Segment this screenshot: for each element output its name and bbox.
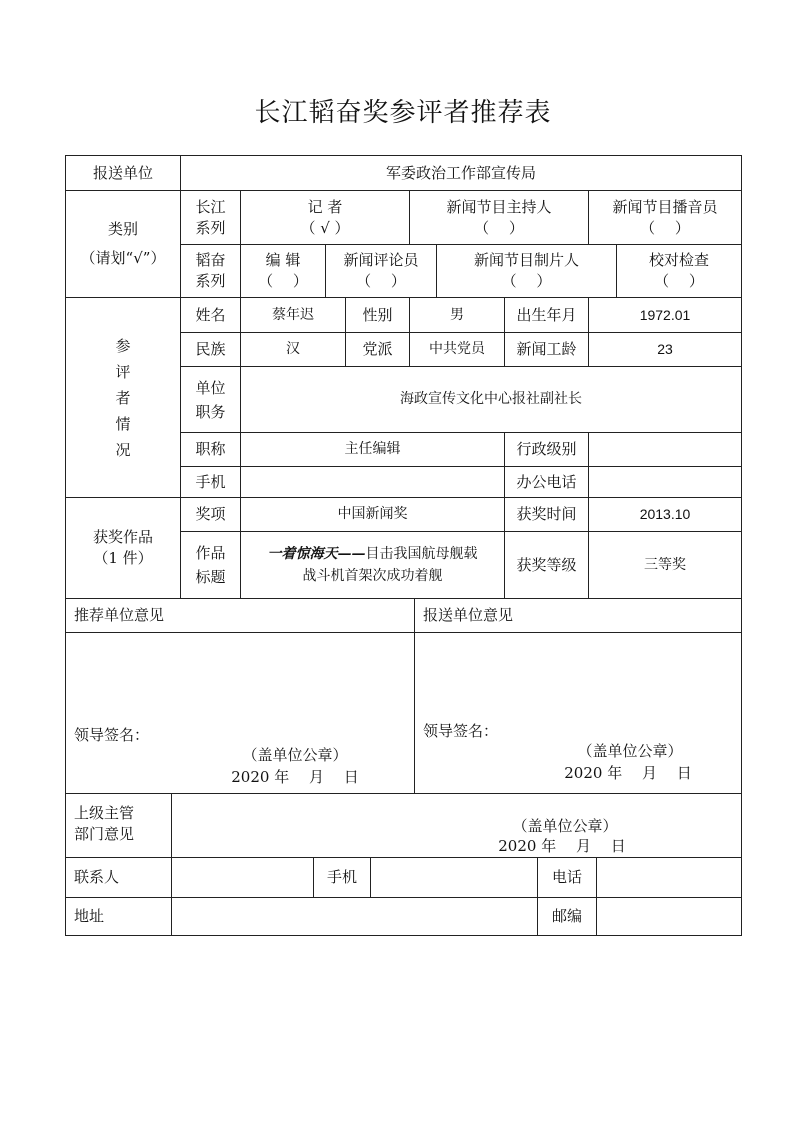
work-label-2: 标题 bbox=[195, 568, 226, 586]
taofen-label-2: 系列 bbox=[195, 272, 226, 290]
option-name: 新闻评论员 bbox=[343, 251, 419, 269]
work-title-line-2: 战斗机首架次成功着舰 bbox=[302, 568, 443, 584]
category-title: 类别 bbox=[107, 220, 138, 238]
award-grade-value: 三等奖 bbox=[644, 556, 686, 573]
submit-unit-value: 军委政治工作部宣传局 bbox=[385, 163, 536, 182]
address-value[interactable] bbox=[172, 898, 537, 935]
admin-level-value[interactable] bbox=[589, 433, 741, 466]
option-name: 记 者 bbox=[307, 197, 343, 216]
submit-date: 2020 年 月 日 bbox=[564, 763, 692, 782]
years-value: 23 bbox=[657, 341, 673, 357]
option-name: 校对检查 bbox=[648, 251, 709, 269]
changjiang-label-2: 系列 bbox=[195, 218, 226, 237]
work-title-line-1 bbox=[268, 543, 478, 565]
option-name: 新闻节目制片人 bbox=[473, 251, 579, 269]
unit-label-2: 职务 bbox=[195, 402, 226, 421]
recommend-seal: （盖单位公章） bbox=[242, 745, 348, 764]
changjiang-label-1: 长江 bbox=[195, 197, 226, 216]
submit-unit-label: 报送单位 bbox=[92, 163, 153, 182]
recommend-opinion-label: 推荐单位意见 bbox=[74, 606, 165, 624]
grid-line bbox=[65, 793, 742, 794]
page-title: 长江韬奋奖参评者推荐表 bbox=[254, 98, 552, 128]
title-label: 职称 bbox=[195, 440, 226, 458]
prize-label: 奖项 bbox=[195, 505, 226, 523]
section-char: 者 bbox=[115, 388, 131, 407]
superior-seal: （盖单位公章） bbox=[512, 816, 618, 835]
recommend-sign-label: 领导签名： bbox=[74, 725, 150, 744]
contact-person-value[interactable] bbox=[172, 858, 313, 897]
admin-level-label: 行政级别 bbox=[516, 440, 577, 458]
option-name: 编 辑 bbox=[265, 251, 301, 269]
award-time-label: 获奖时间 bbox=[516, 505, 577, 523]
zip-label: 邮编 bbox=[551, 907, 582, 925]
submit-opinion-area[interactable] bbox=[415, 633, 741, 713]
prize-value: 中国新闻奖 bbox=[337, 506, 408, 522]
option-producer[interactable] bbox=[437, 245, 616, 297]
party-value: 中共党员 bbox=[429, 341, 485, 357]
submit-opinion-label: 报送单位意见 bbox=[423, 606, 514, 624]
taofen-label-1: 韬奋 bbox=[195, 251, 226, 269]
award-label-1: 获奖作品 bbox=[92, 528, 153, 546]
ethnicity-label: 民族 bbox=[195, 340, 226, 358]
award-grade-label: 获奖等级 bbox=[516, 555, 577, 574]
contact-mobile-value[interactable] bbox=[371, 858, 537, 897]
birth-value: 1972.01 bbox=[639, 306, 691, 323]
section-char: 参 bbox=[115, 336, 131, 355]
work-title-bold: 一着惊海天—— bbox=[267, 546, 366, 562]
superior-label-2: 部门意见 bbox=[74, 825, 135, 843]
recommend-opinion-area[interactable] bbox=[66, 633, 414, 713]
category-hint: （请划“√”） bbox=[80, 249, 166, 267]
taofen-series-label bbox=[181, 245, 240, 297]
section-char: 况 bbox=[115, 440, 131, 459]
option-mark: （ ） bbox=[640, 218, 690, 237]
unit-position-label bbox=[181, 367, 240, 432]
option-mark: （ ） bbox=[356, 272, 406, 290]
award-label-2: （1 件） bbox=[93, 549, 153, 567]
option-mark: （ ） bbox=[654, 272, 704, 290]
grid-line bbox=[741, 155, 742, 936]
section-char: 情 bbox=[115, 414, 131, 433]
office-phone-value[interactable] bbox=[589, 467, 741, 497]
option-name: 新闻节目播音员 bbox=[612, 197, 718, 216]
recommend-date: 2020 年 月 日 bbox=[231, 767, 359, 786]
gender-label: 性别 bbox=[362, 305, 393, 324]
submit-sign-label: 领导签名： bbox=[423, 721, 499, 740]
award-time-value: 2013.10 bbox=[639, 506, 691, 522]
superior-label-1: 上级主管 bbox=[74, 804, 135, 822]
birth-label: 出生年月 bbox=[516, 305, 577, 324]
superior-date: 2020 年 月 日 bbox=[498, 836, 626, 855]
grid-line bbox=[65, 935, 742, 936]
contact-person-label: 联系人 bbox=[74, 868, 120, 886]
contact-mobile-label: 手机 bbox=[326, 868, 357, 886]
party-label: 党派 bbox=[362, 340, 393, 358]
unit-position-value: 海政宣传文化中心报社副社长 bbox=[400, 391, 582, 407]
work-title-value bbox=[241, 532, 504, 598]
option-mark: （ ） bbox=[258, 272, 308, 290]
work-title-label bbox=[181, 532, 240, 598]
option-announcer[interactable] bbox=[589, 191, 741, 244]
mobile-label: 手机 bbox=[195, 472, 226, 491]
option-mark: （ ） bbox=[501, 272, 552, 290]
section-char: 评 bbox=[115, 362, 131, 381]
zip-value[interactable] bbox=[597, 898, 741, 935]
name-value: 蔡年迟 bbox=[272, 306, 314, 323]
option-reporter[interactable] bbox=[241, 191, 409, 244]
submit-seal: （盖单位公章） bbox=[577, 741, 683, 760]
person-section-label bbox=[66, 298, 180, 497]
mobile-value[interactable] bbox=[241, 467, 504, 497]
contact-phone-value[interactable] bbox=[597, 858, 741, 897]
title-value: 主任编辑 bbox=[344, 441, 401, 457]
unit-label-1: 单位 bbox=[195, 378, 226, 397]
award-section-label bbox=[66, 498, 180, 598]
option-mark: （ ） bbox=[474, 218, 524, 237]
address-label: 地址 bbox=[74, 907, 105, 925]
option-host[interactable] bbox=[410, 191, 588, 244]
office-phone-label: 办公电话 bbox=[516, 472, 577, 491]
option-name: 新闻节目主持人 bbox=[446, 197, 552, 216]
work-title-rest: 目击我国航母舰载 bbox=[365, 546, 478, 562]
years-label: 新闻工龄 bbox=[516, 340, 577, 358]
gender-value: 男 bbox=[450, 306, 464, 323]
option-editor[interactable] bbox=[241, 245, 325, 297]
option-commentator[interactable] bbox=[326, 245, 436, 297]
superior-opinion-label bbox=[66, 803, 171, 849]
option-proofreader[interactable] bbox=[617, 245, 741, 297]
option-mark: （ √ ） bbox=[300, 218, 350, 237]
ethnicity-value: 汉 bbox=[286, 341, 300, 357]
work-label-1: 作品 bbox=[195, 544, 226, 562]
contact-phone-label: 电话 bbox=[551, 868, 582, 886]
name-label: 姓名 bbox=[195, 305, 226, 324]
category-label bbox=[66, 191, 180, 297]
changjiang-series-label bbox=[181, 191, 240, 244]
